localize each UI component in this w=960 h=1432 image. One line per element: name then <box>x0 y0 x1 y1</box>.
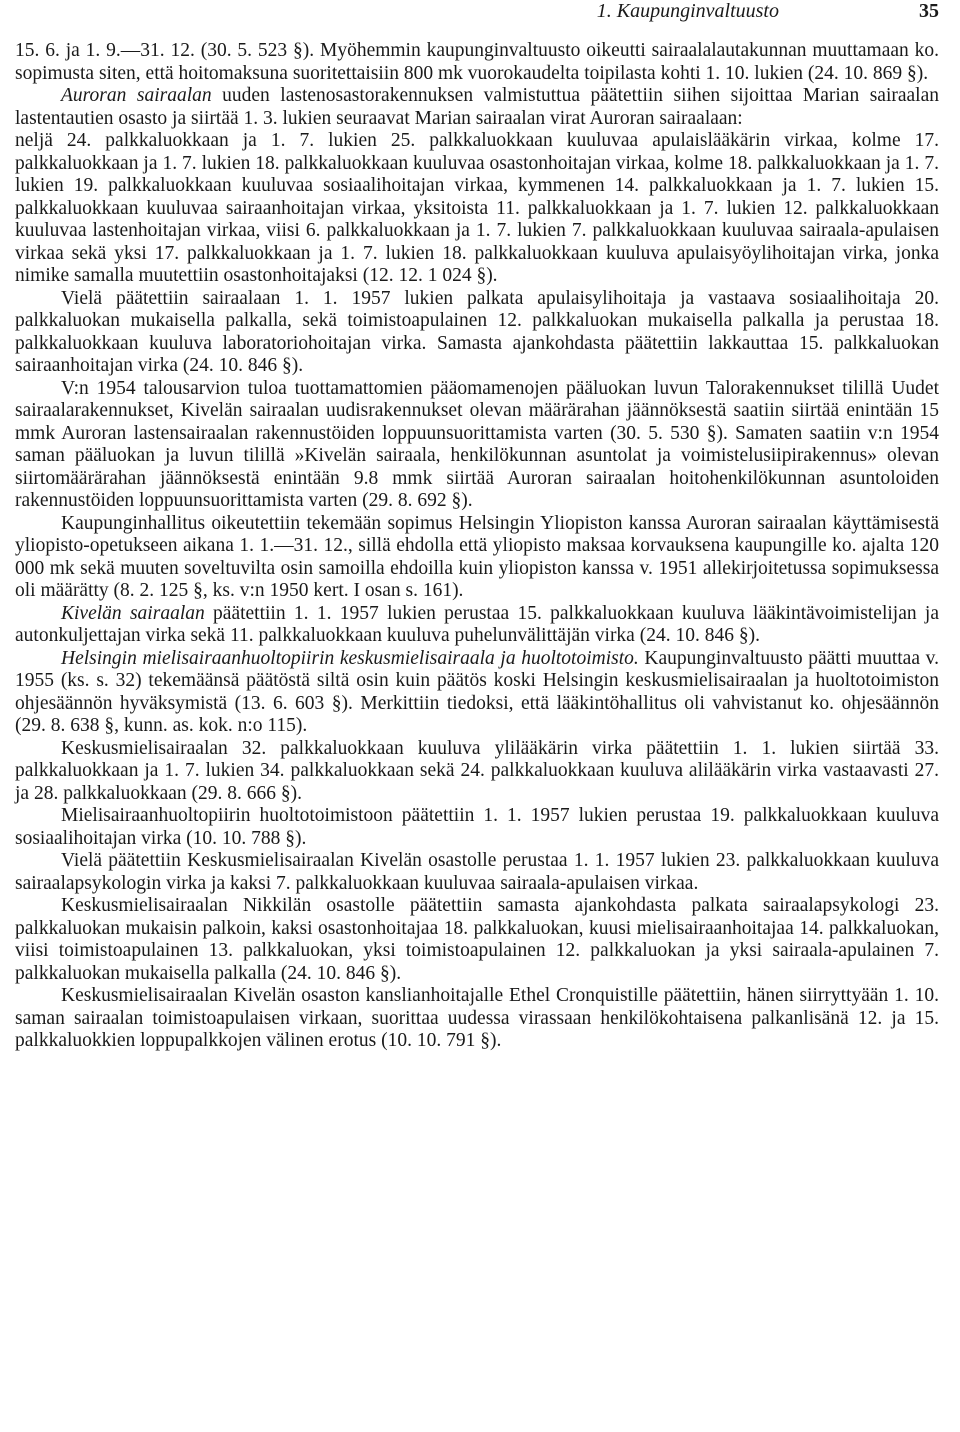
paragraph-lead: Helsingin mielisairaanhuoltopiirin keskusmielisairaala ja huoltotoimisto. <box>61 647 639 669</box>
paragraph <box>15 378 939 513</box>
page-number: 35 <box>919 0 939 22</box>
paragraph <box>15 850 939 895</box>
paragraph <box>15 40 939 85</box>
paragraph-text: uuden lastenosastorakennuksen valmistuttua päätettiin siihen sijoittaa Marian sairaalan lastentautien osasto ja siirtää 1. 3. lukien seuraavat Marian sairaalan virat Auroran sairaalaan: <box>15 85 939 129</box>
running-header <box>15 0 939 40</box>
paragraph <box>15 130 939 288</box>
paragraph <box>15 603 939 648</box>
paragraph <box>15 895 939 985</box>
section-title: 1. Kaupunginvaltuusto <box>596 0 779 22</box>
paragraph-text: Keskusmielisairaalan Nikkilän osastolle päätettiin samasta ajankohdasta palkata sairaalapsykologi 23. palkkaluokan mukaisin palkoin, kaksi osastonhoitajaa 18. palkkaluokan, kuusi mielisairaanhoitajaa 14. palkkaluokan, viisi toimistoapulainen 13. palkkaluokan, yksi toimistoapulainen 12. palkkaluokan ja yksi sairaala-apulainen 7. palkkaluokan mukaisella palkalla (24. 10. 846 §). <box>15 895 939 984</box>
paragraph-text: Keskusmielisairaalan 32. palkkaluokkaan kuuluva ylilääkärin virka päätettiin 1. 1. lukien siirtää 33. palkkaluokkaan ja 1. 7. lukien 34. palkkaluokkaan sekä 24. palkkaluokkaan kuuluva alilääkärin virka vastaavasti 27. ja 28. palkkaluokkaan (29. 8. 666 §). <box>15 737 939 804</box>
paragraph-text: Kaupunginvaltuusto päätti muuttaa v. 1955 (ks. s. 32) tekemäänsä päätöstä siltä osin kuin päätös koski Helsingin keskusmielisairaalan ja huoltotoimiston ohjesäännön hyväksymistä (13. 6. 603 §). Merkittiin tiedoksi, että lääkintöhallitus oli vahvistanut ko. ohjesäännön (29. 8. 638 §, kunn. as. kok. n:o 115). <box>15 647 939 736</box>
paragraph <box>15 648 939 738</box>
paragraph-text: Vielä päätettiin sairaalaan 1. 1. 1957 lukien palkata apulaisylihoitaja ja vastaava sosiaalihoitaja 20. palkkaluokan mukaisella palkalla, sekä toimistoapulainen 12. palkkaluokan mukaisella palkalla ja perustaa 18. palkkaluokkaan kuuluva laboratoriohoitajan virka. Samasta ajankohdasta päätettiin lakkauttaa 15. palkkaluokan sairaanhoitajan virka (24. 10. 846 §). <box>15 287 939 376</box>
paragraph-text: neljä 24. palkkaluokkaan ja 1. 7. lukien 25. palkkaluokkaan kuuluvaa apulaislääkärin virkaa, kolme 17. palkkaluokkaan ja 1. 7. lukien 18. palkkaluokkaan kuuluvaa osastonhoitajan virkaa, kolme 18. palkkaluokkaan ja 1. 7. lukien 19. palkkaluokkaan kuuluvaa sosiaalihoitajan virkaa, kymmenen 14. palkkaluokkaan ja 1. 7. lukien 15. palkkaluokkaan kuuluvaa sairaanhoitajan virkaa, yksitoista 11. palkkaluokkaan ja 1. 7. lukien 12. palkkaluokkaan kuuluvaa lastenhoitajan virkaa, viisi 6. palkkaluokkaan ja 1. 7. lukien 7. palkkaluokkaan kuuluvaa sairaala-apulaisen virkaa sekä yksi 17. palkkaluokkaan ja 1. 7. lukien 18. palkkaluokkaan kuuluva apulaisyöylihoitajan virka, jonka nimike samalla muutettiin osastonhoitajaksi (12. 12. 1 024 §). <box>15 130 939 286</box>
paragraph <box>15 85 939 130</box>
paragraph-text: Mielisairaanhuoltopiirin huoltotoimistoon päätettiin 1. 1. 1957 lukien perustaa 19. palkkaluokkaan kuuluva sosiaalihoitajan virka (10. 10. 788 §). <box>15 805 939 849</box>
paragraph-lead: Kivelän sairaalan <box>61 602 205 624</box>
paragraph-lead: Auroran sairaalan <box>61 85 212 106</box>
paragraph-text: Vielä päätettiin Keskusmielisairaalan Kivelän osastolle perustaa 1. 1. 1957 lukien 23. palkkaluokkaan kuuluva sairaalapsykologin virka ja kaksi 7. palkkaluokkaan kuuluvaa sairaala-apulaisen virkaa. <box>15 850 939 894</box>
body-text <box>15 40 939 1053</box>
paragraph-text: 15. 6. ja 1. 9.—31. 12. (30. 5. 523 §). Myöhemmin kaupunginvaltuusto oikeutti sairaalalautakunnan muuttamaan ko. sopimusta siten, että hoitomaksuna suoritettaisiin 800 mk vuorokaudelta toipilasta kohti 1. 10. lukien (24. 10. 869 §). <box>15 40 939 84</box>
paragraph <box>15 513 939 603</box>
paragraph <box>15 288 939 378</box>
paragraph <box>15 738 939 806</box>
paragraph-text: V:n 1954 talousarvion tuloa tuottamattomien pääomamenojen pääluokan luvun Talorakennukset tilillä Uudet sairaalarakennukset, Kivelän sairaalan uudisrakennukset olevan määrärahan jäännöksestä saatiin siirtää enintään 15 mmk Auroran lastensairaalan rakennustöiden loppuunsuorittamista varten (30. 5. 530 §). Samaten saatiin v:n 1954 saman pääluokan ja luvun tilillä »Kivelän sairaala, henkilökunnan asuntolat ja voimistelusiipirakennus» olevan siirtomäärärahan jäännöksestä enintään 9.8 mmk siirtää Auroran sairaalan hoitohenkilökunnan asuntoloiden rakennustöiden loppuunsuorittamista varten (29. 8. 692 §). <box>15 377 939 511</box>
paragraph-text: Kaupunginhallitus oikeutettiin tekemään sopimus Helsingin Yliopiston kanssa Auroran sairaalan käyttämisestä yliopisto-opetukseen aikana 1. 1.—31. 12., sillä ehdolla että yliopisto maksaa korvauksena kaupungille ko. ajalta 120 000 mk sekä muuten soveltuvilta osin samoilla ehdoilla kuin yliopiston kanssa v. 1951 allekirjoitetussa sopimuksessa oli määrätty (8. 2. 125 §, ks. v:n 1950 kert. I osan s. 161). <box>15 512 939 601</box>
paragraph-text: päätettiin 1. 1. 1957 lukien perustaa 15. palkkaluokkaan kuuluva lääkintävoimistelijan ja autonkuljettajan virka sekä 11. palkkaluokkaan kuuluva puhelunvälittäjän virka (24. 10. 846 §). <box>15 602 939 646</box>
paragraph <box>15 805 939 850</box>
paragraph-text: Keskusmielisairaalan Kivelän osaston kanslianhoitajalle Ethel Cronquistille päätettiin, hänen siirryttyään 1. 10. saman sairaalan toimistoapulaisen virkaan, suorittaa uudessa virassaan henkilökohtaisena palkanlisänä 12. ja 15. palkkaluokkien loppupalkkojen välinen erotus (10. 10. 791 §). <box>15 985 939 1051</box>
document-page <box>15 0 939 1053</box>
paragraph <box>15 985 939 1053</box>
